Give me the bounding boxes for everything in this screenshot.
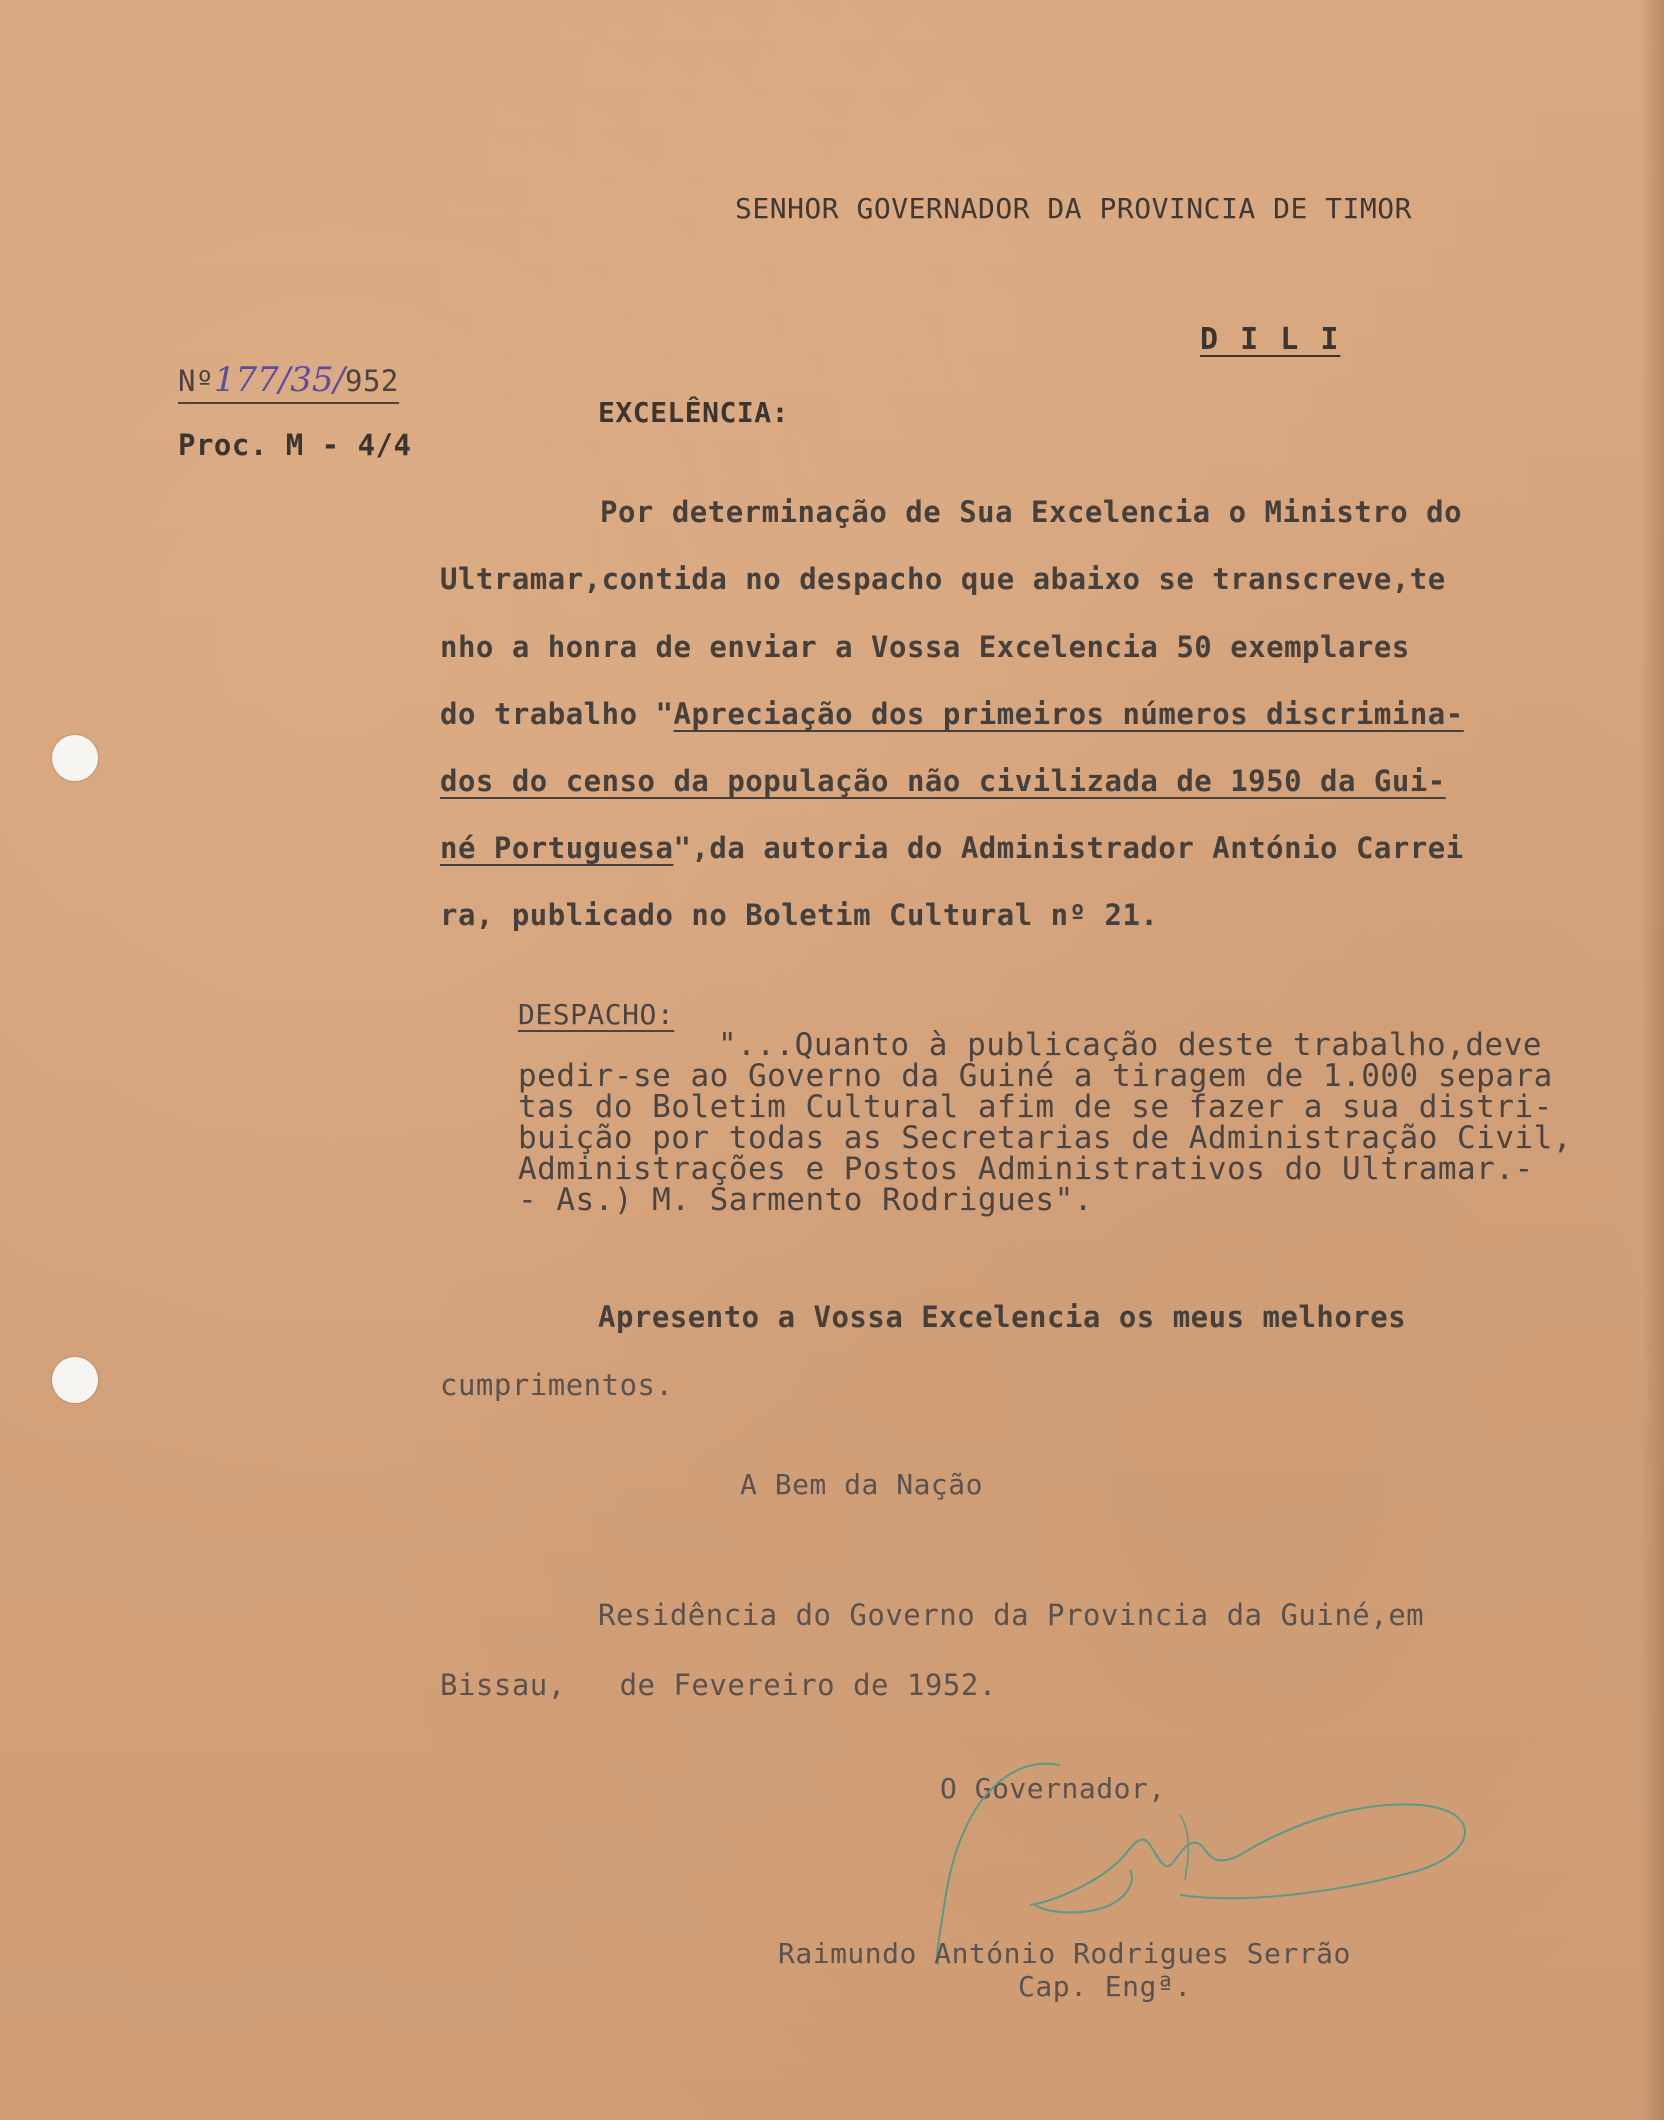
despacho-line-1: "...Quanto à publicação deste trabalho,deve <box>718 1027 1543 1063</box>
paragraph-line-4-start: do trabalho " <box>440 697 674 731</box>
despacho-line-2: pedir-se ao Governo da Guiné a tiragem de 1.000 separa <box>518 1058 1553 1094</box>
process-number: Proc. M - 4/4 <box>178 428 412 462</box>
work-title-part-1: Apreciação dos primeiros números discrimina- <box>673 697 1464 731</box>
reference-handwritten-number: 177/35/ <box>213 360 345 400</box>
signatory-rank: Cap. Engª. <box>1018 1970 1192 2003</box>
place-line-2: Bissau, de Fevereiro de 1952. <box>440 1668 997 1702</box>
despacho-line-6: - As.) M. Sarmento Rodrigues". <box>518 1182 1093 1218</box>
signatory-title: O Governador, <box>940 1772 1166 1805</box>
despacho-line-5: Administrações e Postos Administrativos do Ultramar.- <box>518 1151 1534 1187</box>
paragraph-line-1: Por determinação de Sua Excelencia o Ministro do <box>600 495 1463 529</box>
work-title-part-3: né Portuguesa <box>440 831 674 865</box>
place-line-1: Residência do Governo da Provincia da Guiné,em <box>598 1598 1425 1632</box>
paragraph-line-6-end: ",da autoria do Administrador António Carrei <box>673 831 1464 865</box>
motto: A Bem da Nação <box>740 1468 984 1501</box>
addressee-line: SENHOR GOVERNADOR DA PROVINCIA DE TIMOR <box>735 192 1412 225</box>
closing-line-2: cumprimentos. <box>440 1368 674 1402</box>
paragraph-line-7: ra, publicado no Boletim Cultural nº 21. <box>440 898 1159 932</box>
despacho-line-3: tas do Boletim Cultural afim de se fazer a sua distri- <box>518 1089 1553 1125</box>
reference-year: 952 <box>345 364 399 398</box>
signatory-name: Raimundo António Rodrigues Serrão <box>778 1937 1351 1970</box>
destination-line: D I L I <box>1200 322 1341 357</box>
paragraph-line-2: Ultramar,contida no despacho que abaixo se transcreve,te <box>440 562 1446 596</box>
despacho-line-4: buição por todas as Secretarias de Administração Civil, <box>518 1120 1572 1156</box>
work-title-part-2: dos do censo da população não civilizada de 1950 da Gui- <box>440 764 1446 798</box>
despacho-label: DESPACHO: <box>518 998 675 1031</box>
closing-line-1: Apresento a Vossa Excelencia os meus melhores <box>598 1300 1407 1334</box>
paragraph-line-3: nho a honra de enviar a Vossa Excelencia 50 exemplares <box>440 630 1410 664</box>
reference-prefix: Nº <box>178 364 214 398</box>
salutation: EXCELÊNCIA: <box>598 396 789 429</box>
